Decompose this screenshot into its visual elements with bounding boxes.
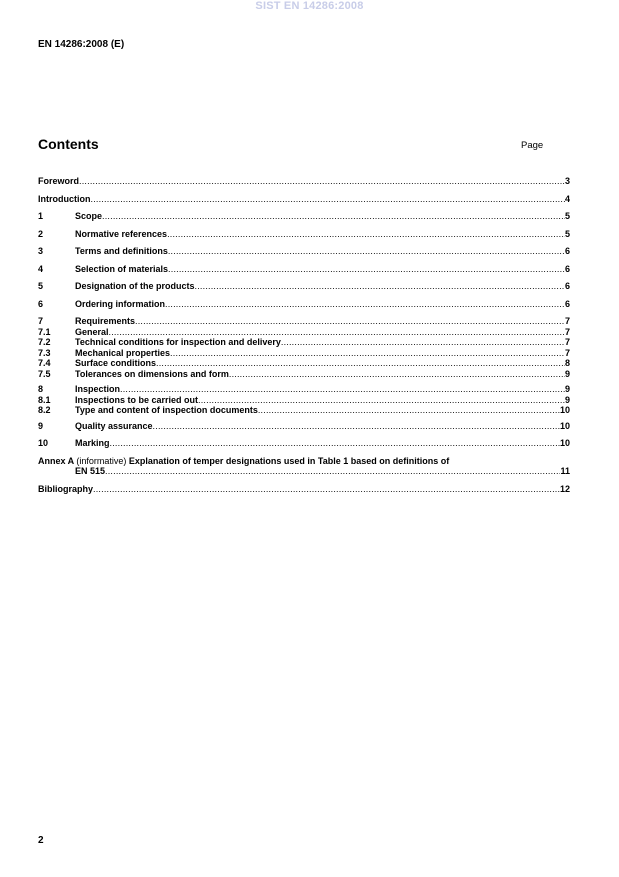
dot-leader bbox=[156, 358, 565, 368]
toc-entry-number: 5 bbox=[38, 281, 44, 291]
toc-entry-title: Scope bbox=[75, 211, 103, 221]
toc-entry-page: 12 bbox=[559, 483, 570, 494]
toc-entry[interactable] bbox=[38, 264, 570, 275]
dot-leader bbox=[105, 466, 560, 476]
annex-label: Annex A bbox=[38, 455, 74, 466]
toc-entry[interactable] bbox=[38, 337, 570, 348]
page-number: 2 bbox=[38, 835, 44, 846]
toc-entry[interactable] bbox=[38, 369, 570, 380]
toc-bibliography-entry[interactable] bbox=[38, 484, 570, 495]
dot-leader bbox=[102, 211, 565, 221]
dot-leader bbox=[167, 229, 565, 239]
toc-entry-number: 7 bbox=[38, 316, 44, 326]
dot-leader bbox=[170, 348, 565, 358]
toc-entry-number: 7.1 bbox=[38, 326, 51, 337]
dot-leader bbox=[135, 316, 565, 326]
annex-qualifier: (informative) bbox=[76, 455, 127, 466]
toc-entry-page: 10 bbox=[559, 420, 570, 431]
toc-entry-number: 4 bbox=[38, 263, 44, 274]
toc-entry-page: 7 bbox=[564, 337, 570, 347]
dot-leader bbox=[109, 327, 565, 337]
toc-entry-page: 10 bbox=[559, 438, 570, 448]
annex-title-continued: EN 515 bbox=[75, 466, 106, 476]
toc-entry-title: Quality assurance bbox=[75, 420, 153, 431]
toc-entry-title: General bbox=[75, 326, 109, 337]
toc-entry-title: Foreword bbox=[38, 176, 80, 186]
toc-entry[interactable] bbox=[38, 176, 570, 187]
toc-entry[interactable] bbox=[38, 405, 570, 416]
toc-entry-title: Terms and definitions bbox=[75, 246, 168, 256]
toc-entry-number: 2 bbox=[38, 228, 44, 239]
toc-entry-number: 1 bbox=[38, 211, 44, 221]
toc-entry-number: 10 bbox=[38, 438, 49, 448]
toc-entry-title: Inspection bbox=[75, 384, 121, 394]
toc-entry-title: Mechanical properties bbox=[75, 347, 171, 358]
toc-entry-page: 4 bbox=[564, 193, 570, 204]
watermark: SIST EN 14286:2008 bbox=[255, 0, 364, 12]
toc-entry-page: 5 bbox=[564, 211, 570, 221]
dot-leader bbox=[79, 176, 565, 186]
toc-entry-number: 7.2 bbox=[38, 337, 51, 347]
toc-entry-title: Marking bbox=[75, 438, 110, 448]
toc-entry[interactable] bbox=[38, 358, 570, 369]
toc-entry[interactable] bbox=[38, 281, 570, 292]
toc-entry-number: 8 bbox=[38, 384, 44, 394]
toc-entry-page: 6 bbox=[564, 263, 570, 274]
toc-entry[interactable] bbox=[38, 384, 570, 395]
toc-entry-title: Requirements bbox=[75, 316, 136, 326]
toc-entry-title: Technical conditions for inspection and delivery bbox=[75, 337, 281, 347]
toc-entry-title: Normative references bbox=[75, 228, 168, 239]
toc-entry-page: 6 bbox=[564, 298, 570, 309]
toc-entry[interactable] bbox=[38, 246, 570, 257]
toc-entry-title: Designation of the products bbox=[75, 281, 195, 291]
dot-leader bbox=[110, 438, 560, 448]
toc-entry[interactable] bbox=[38, 348, 570, 359]
toc-entry[interactable] bbox=[38, 194, 570, 205]
contents-heading: Contents bbox=[38, 136, 99, 152]
toc-entry[interactable] bbox=[38, 395, 570, 406]
dot-leader bbox=[258, 405, 560, 415]
toc-entry-number: 7.5 bbox=[38, 368, 51, 379]
annex-title: Explanation of temper designations used in Table 1 based on definitions of bbox=[128, 455, 450, 466]
dot-leader bbox=[198, 395, 565, 405]
toc-entry-page: 9 bbox=[564, 394, 570, 405]
document-id: EN 14286:2008 (E) bbox=[38, 39, 125, 50]
toc-entry-title: Tolerances on dimensions and form bbox=[75, 368, 229, 379]
toc-annex-entry-continued[interactable] bbox=[38, 466, 570, 477]
toc-entry[interactable] bbox=[38, 299, 570, 310]
toc-entry-page: 8 bbox=[564, 358, 570, 368]
dot-leader bbox=[120, 384, 565, 394]
toc-entry-page: 7 bbox=[564, 347, 570, 358]
dot-leader bbox=[153, 421, 560, 431]
toc-entry-number: 8.2 bbox=[38, 405, 51, 415]
toc-entry[interactable] bbox=[38, 438, 570, 449]
toc-entry-page: 9 bbox=[564, 368, 570, 379]
dot-leader bbox=[195, 281, 565, 291]
dot-leader bbox=[165, 299, 565, 309]
toc-entry-title: Inspections to be carried out bbox=[75, 394, 199, 405]
dot-leader bbox=[93, 484, 560, 494]
toc-entry-title: Introduction bbox=[38, 193, 91, 204]
toc-entry[interactable] bbox=[38, 229, 570, 240]
toc-entry-page: 9 bbox=[564, 384, 570, 394]
dot-leader bbox=[229, 369, 565, 379]
toc-entry-number: 3 bbox=[38, 246, 44, 256]
toc-annex-entry[interactable] bbox=[38, 456, 570, 467]
dot-leader bbox=[168, 264, 565, 274]
toc-entry-number: 9 bbox=[38, 420, 44, 431]
toc-entry-title: Selection of materials bbox=[75, 263, 169, 274]
toc-entry-page: 6 bbox=[564, 281, 570, 291]
toc-entry-page: 3 bbox=[564, 176, 570, 186]
toc-entry-page: 6 bbox=[564, 246, 570, 256]
toc-entry[interactable] bbox=[38, 421, 570, 432]
toc-entry[interactable] bbox=[38, 327, 570, 338]
toc-entry[interactable] bbox=[38, 211, 570, 222]
table-of-contents bbox=[38, 176, 570, 494]
toc-entry-number: 8.1 bbox=[38, 394, 51, 405]
page-column-label: Page bbox=[521, 140, 544, 151]
toc-entry-title: Type and content of inspection documents bbox=[75, 405, 258, 415]
toc-entry-page: 5 bbox=[564, 228, 570, 239]
dot-leader bbox=[168, 246, 565, 256]
toc-entry-title: Bibliography bbox=[38, 483, 94, 494]
toc-entry[interactable] bbox=[38, 316, 570, 327]
toc-entry-page: 7 bbox=[564, 316, 570, 326]
toc-entry-number: 7.4 bbox=[38, 358, 51, 368]
toc-entry-number: 7.3 bbox=[38, 347, 51, 358]
dot-leader bbox=[91, 194, 565, 204]
toc-entry-number: 6 bbox=[38, 298, 44, 309]
dot-leader bbox=[281, 337, 565, 347]
toc-entry-page: 10 bbox=[559, 405, 570, 415]
toc-entry-page: 7 bbox=[564, 326, 570, 337]
toc-entry-page: 11 bbox=[560, 466, 570, 476]
toc-entry-title: Surface conditions bbox=[75, 358, 157, 368]
toc-entry-title: Ordering information bbox=[75, 298, 165, 309]
